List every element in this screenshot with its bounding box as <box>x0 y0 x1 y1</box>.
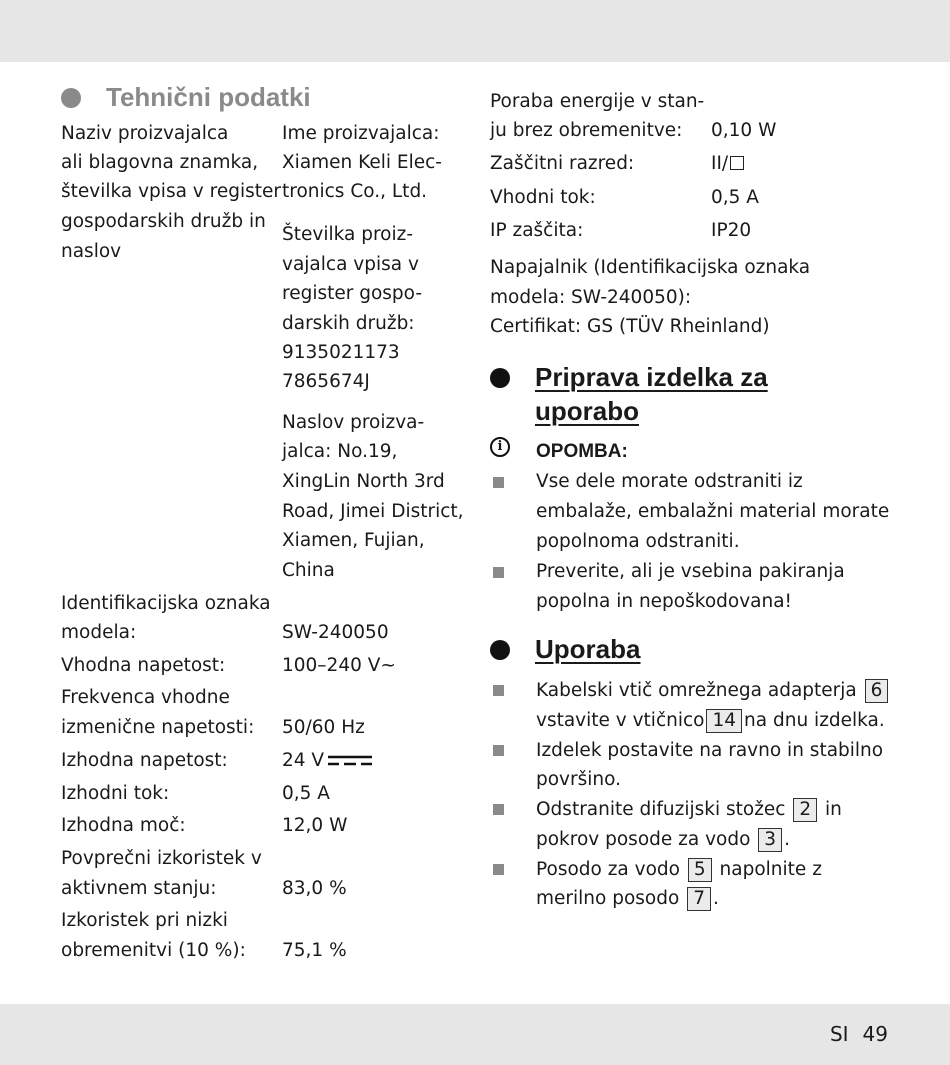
note-bullet-2-line-1: Preverite, ali je vsebina pakiranja <box>536 561 845 582</box>
dc-symbol-icon <box>328 753 372 767</box>
square-bullet-icon <box>493 864 504 875</box>
protection-class <box>711 149 744 179</box>
part-number-box: 5 <box>688 858 712 882</box>
use-bullet-4-line-2 <box>536 884 719 914</box>
top-bar <box>0 0 950 62</box>
registry-line-4: darskih družb: <box>282 313 415 334</box>
use-text: vstavite v vtičnico <box>536 710 705 731</box>
use-bullet-3-line-2 <box>536 825 790 855</box>
manufacturer-label-4: gospodarskih družb in <box>61 211 266 232</box>
frequency-label-1: Frekvenca vhodne <box>61 687 230 708</box>
standby-value: 0,10 W <box>711 120 777 141</box>
use-bullet-1-line-1 <box>536 676 890 706</box>
manufacturer-name-1: Ime proizvajalca: <box>282 123 440 144</box>
registry-line-1: Številka proiz- <box>282 224 413 245</box>
part-number-box: 7 <box>687 887 711 911</box>
square-bullet-icon <box>493 745 504 756</box>
square-bullet-icon <box>493 567 504 578</box>
bullet-dot-icon <box>61 88 81 108</box>
standby-label-1: Poraba energije v stan- <box>490 91 705 112</box>
avg-efficiency-value: 83,0 % <box>282 878 347 899</box>
avg-efficiency-label-1: Povprečni izkoristek v <box>61 848 262 869</box>
manufacturer-name-3: tronics Co., Ltd. <box>282 181 428 202</box>
page-number: 49 <box>862 1022 888 1046</box>
heading-text: Uporaba <box>535 634 641 664</box>
use-bullet-1-line-2 <box>536 706 885 736</box>
adapter-line-2: modela: SW-240050): <box>490 287 692 308</box>
avg-efficiency-label-2: aktivnem stanju: <box>61 878 217 899</box>
bottom-bar <box>0 1004 950 1065</box>
output-power-value: 12,0 W <box>282 815 348 836</box>
use-text: Kabelski vtič omrežnega adapterja <box>536 680 857 701</box>
use-text: Odstranite difuzijski stožec <box>536 799 786 820</box>
heading-text: Tehnični podatki <box>106 82 311 112</box>
use-bullet-4-line-1 <box>536 855 822 885</box>
part-number-box: 2 <box>793 798 817 822</box>
low-load-label-2: obremenitvi (10 %): <box>61 940 246 961</box>
model-label-1: Identifikacijska oznaka <box>61 593 271 614</box>
use-text: na dnu izdelka. <box>744 710 885 731</box>
protection-class-label: Zaščitni razred: <box>490 153 635 174</box>
address-line-5: Xiamen, Fujian, <box>282 530 425 551</box>
part-number-box: 14 <box>706 709 742 733</box>
page-footer <box>816 1022 888 1046</box>
input-voltage-label: Vhodna napetost: <box>61 655 226 676</box>
use-bullet-3-line-1 <box>536 795 842 825</box>
bullet-dot-icon <box>490 640 510 660</box>
address-line-3: XingLin North 3rd <box>282 471 445 492</box>
frequency-value: 50/60 Hz <box>282 717 365 738</box>
info-icon: i <box>490 437 510 457</box>
bullet-dot-icon <box>490 368 510 388</box>
note-bullet-1-line-1: Vse dele morate odstraniti iz <box>536 471 803 492</box>
output-current-label: Izhodni tok: <box>61 783 170 804</box>
registry-line-3: register gospo- <box>282 283 423 304</box>
output-voltage <box>282 746 372 776</box>
input-current-label: Vhodni tok: <box>490 187 596 208</box>
address-line-1: Naslov proizva- <box>282 412 425 433</box>
square-bullet-icon <box>493 804 504 815</box>
note-bullet-2-line-2: popolna in nepoškodovana! <box>536 591 792 612</box>
use-text: pokrov posode za vodo <box>536 829 751 850</box>
output-power-label: Izhodna moč: <box>61 815 186 836</box>
address-line-2: jalca: No.19, <box>282 441 398 462</box>
output-voltage-value: 24 V <box>282 750 325 771</box>
manufacturer-label-5: naslov <box>61 241 122 262</box>
use-text: Posodo za vodo <box>536 859 680 880</box>
manufacturer-label-2: ali blagovna znamka, <box>61 152 259 173</box>
registry-line-2: vajalca vpisa v <box>282 254 419 275</box>
use-text: in <box>825 799 842 820</box>
use-bullet-2-line-2: površino. <box>536 769 621 790</box>
model-label-2: modela: <box>61 622 137 643</box>
note-title: OPOMBA: <box>536 441 628 462</box>
registry-line-6: 7865674J <box>282 371 370 392</box>
address-line-4: Road, Jimei District, <box>282 501 464 522</box>
part-number-box: 6 <box>865 679 889 703</box>
use-bullet-2-line-1: Izdelek postavite na ravno in stabilno <box>536 740 884 761</box>
model-value: SW-240050 <box>282 622 389 643</box>
ip-label: IP zaščita: <box>490 220 584 241</box>
footer-language: SI <box>829 1022 849 1046</box>
output-voltage-label: Izhodna napetost: <box>61 750 228 771</box>
frequency-label-2: izmenične napetosti: <box>61 717 255 738</box>
registry-line-5: 9135021173 <box>282 342 400 363</box>
square-bullet-icon <box>493 685 504 696</box>
adapter-line-1: Napajalnik (Identifikacijska oznaka <box>490 257 811 278</box>
adapter-line-3: Certifikat: GS (TÜV Rheinland) <box>490 316 770 337</box>
manufacturer-name-2: Xiamen Keli Elec- <box>282 152 442 173</box>
manufacturer-label-1: Naziv proizvajalca <box>61 123 229 144</box>
output-current-value: 0,5 A <box>282 783 330 804</box>
input-voltage-value: 100–240 V~ <box>282 655 396 676</box>
double-insulation-icon <box>730 156 744 170</box>
note-bullet-1-line-3: popolnoma odstraniti. <box>536 531 740 552</box>
address-line-6: China <box>282 560 335 581</box>
standby-label-2: ju brez obremenitve: <box>490 120 683 141</box>
ip-value: IP20 <box>711 220 752 241</box>
note-bullet-1-line-2: embalaže, embalažni material morate <box>536 501 890 522</box>
use-text: napolnite z <box>719 859 822 880</box>
use-text: merilno posodo <box>536 888 680 909</box>
square-bullet-icon <box>493 477 504 488</box>
heading-text-line-2: uporabo <box>535 396 639 426</box>
part-number-box: 3 <box>758 828 782 852</box>
low-load-label-1: Izkoristek pri nizki <box>61 910 228 931</box>
low-load-value: 75,1 % <box>282 940 347 961</box>
use-text: . <box>712 888 719 909</box>
protection-class-value: II/ <box>711 153 729 174</box>
use-text: . <box>784 829 790 850</box>
manufacturer-label-3: številka vpisa v register <box>61 181 281 202</box>
input-current-value: 0,5 A <box>711 187 759 208</box>
heading-text-line-1: Priprava izdelka za <box>535 362 768 392</box>
